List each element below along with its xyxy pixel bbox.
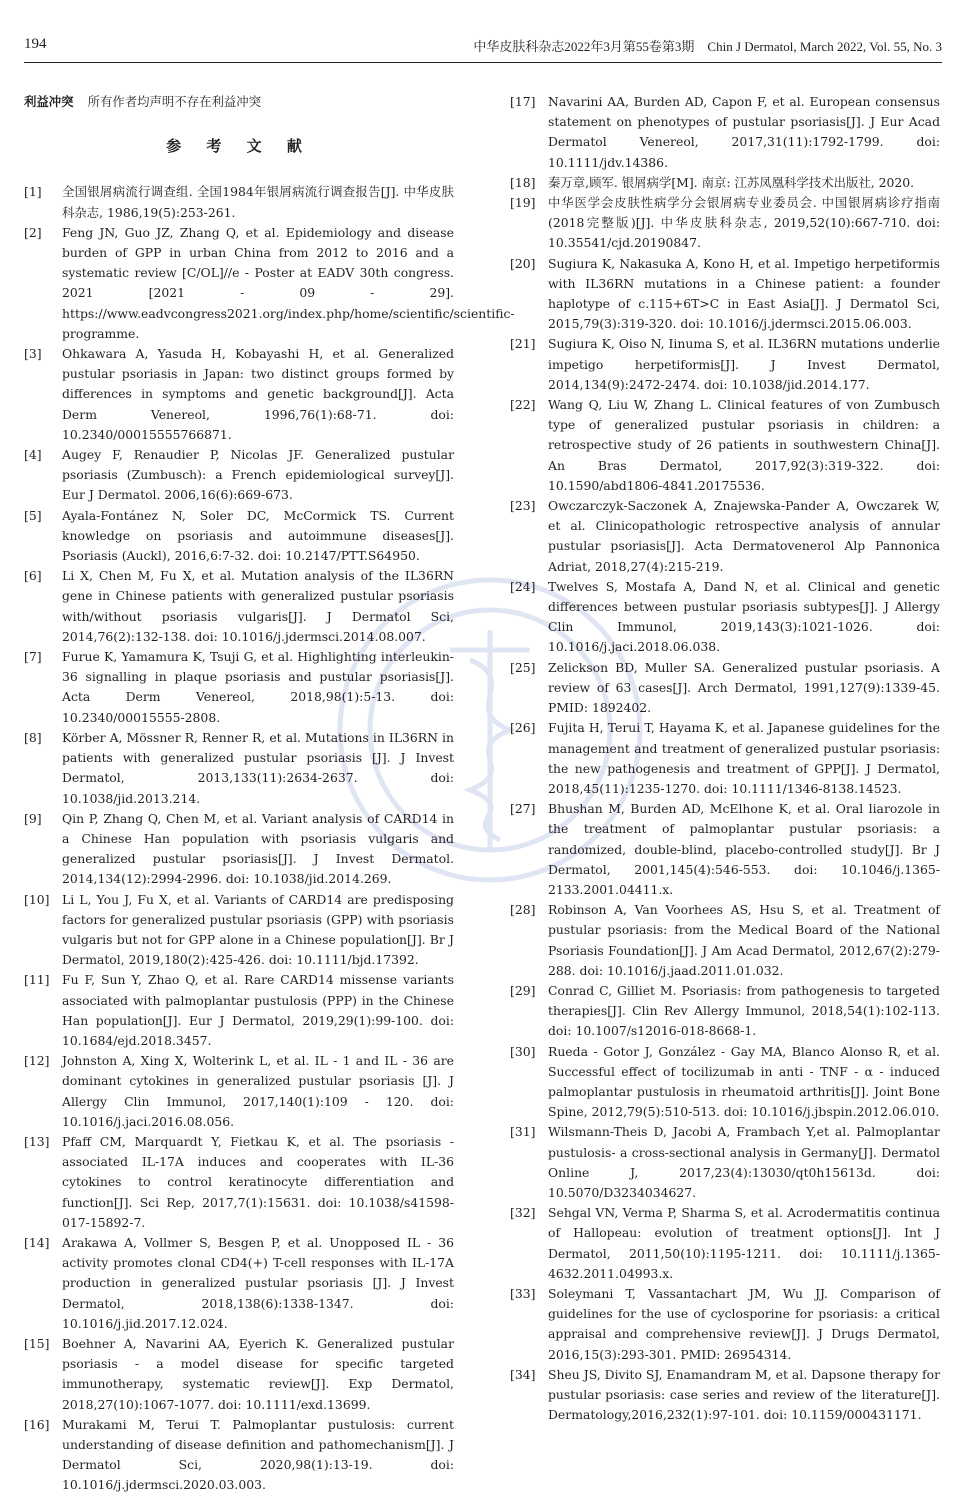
reference-text: Wilsmann-Theis D, Jacobi A, Frambach Y,et al. Palmoplantar pustulosis- a cross-sectional analysis in Germany[J]. Dermatol Online J, 2017,23(4):13030/qt0h15613d. doi: 10.5070/D3234034627. xyxy=(548,1124,940,1200)
reference-item xyxy=(510,718,940,799)
conflict-of-interest xyxy=(24,92,454,112)
reference-text: Qin P, Zhang Q, Chen M, et al. Variant analysis of CARD14 in a Chinese Han population with psoriasis vulgaris and generalized pustular psoriasis[J]. J Invest Dermatol. 2014,134(12):2994-2996. doi: 10.1038/jid.2014.269. xyxy=(62,810,454,887)
reference-number: [33] xyxy=(510,1285,536,1301)
reference-text: Conrad C, Gilliet M. Psoriasis: from pathogenesis to targeted therapies[J]. Clin Rev Allergy Immunol, 2018,54(1):102-113. doi: 10.1007/s12016-018-8668-1. xyxy=(548,982,940,1039)
reference-number: [18] xyxy=(510,174,536,190)
reference-text: Li X, Chen M, Fu X, et al. Mutation analysis of the IL36RN gene in Chinese patients with generalized pustular psoriasis with/without psoriasis vulgaris[J]. J Dermatol Sci, 2014,76(2):132-138. doi: 10.1016/j.jdermsci.2014.08.007. xyxy=(62,568,454,644)
reference-number: [34] xyxy=(510,1366,536,1382)
reference-list-right xyxy=(510,92,940,1425)
reference-number: [7] xyxy=(24,649,42,665)
reference-item xyxy=(510,577,940,658)
reference-number: [4] xyxy=(24,447,42,463)
reference-text: Feng JN, Guo JZ, Zhang Q, et al. Epidemiology and disease burden of GPP in urban China from 2012 to 2016 and a systematic review [C/OL]//e - Poster at EADV 30th congress. 2021 [2021 - 09 - 29]. https://www.eadvcongress2021.org/index.php/home/scientific/scientific-programme. xyxy=(62,224,515,341)
page-number: 194 xyxy=(24,36,47,52)
reference-text: Fu F, Sun Y, Zhao Q, et al. Rare CARD14 missense variants associated with palmoplantar pustulosis (PPP) in the Chinese Han population[J]. Eur J Dermatol, 2019,29(1):99-100. doi: 10.1684/ejd.2018.3457. xyxy=(62,972,454,1048)
reference-text: Ohkawara A, Yasuda H, Kobayashi H, et al. Generalized pustular psoriasis in Japan: two distinct groups formed by differences in symptoms and genetic background[J]. Acta Derm Venereol, 1996,76(1):68-71. doi: 10.2340/00015555766871. xyxy=(62,346,454,442)
reference-number: [30] xyxy=(510,1043,536,1059)
reference-item xyxy=(510,334,940,395)
reference-item xyxy=(24,182,454,222)
reference-number: [8] xyxy=(24,729,42,745)
reference-text: Johnston A, Xing X, Wolterink L, et al. IL - 1 and IL - 36 are dominant cytokines in generalized pustular psoriasis [J]. J Allergy Clin Immunol, 2017,140(1):109 - 120. doi: 10.1016/j.jaci.2016.08.056. xyxy=(62,1053,454,1129)
reference-number: [6] xyxy=(24,568,42,584)
reference-number: [9] xyxy=(24,810,42,826)
reference-item xyxy=(510,658,940,719)
reference-number: [17] xyxy=(510,94,536,109)
reference-number: [13] xyxy=(24,1133,50,1149)
reference-number: [16] xyxy=(24,1416,50,1432)
reference-number: [21] xyxy=(510,336,536,352)
reference-number: [26] xyxy=(510,720,536,736)
reference-number: [11] xyxy=(24,972,50,988)
reference-number: [1] xyxy=(24,184,42,200)
reference-item xyxy=(24,970,454,1051)
reference-item xyxy=(24,223,515,344)
reference-item xyxy=(510,1122,940,1203)
reference-item xyxy=(24,445,454,506)
reference-item xyxy=(510,900,940,981)
reference-item xyxy=(510,799,940,900)
reference-text: Sugiura K, Nakasuka A, Kono H, et al. Impetigo herpetiformis with IL36RN mutations in a Chinese patient: a founder haplotype of c.115+6T>C in East Asia[J]. J Dermatol Sci, 2015,79(3):319-320. doi: 10.1016/j.jdermsci.2015.06.003. xyxy=(548,255,940,332)
reference-text: Boehner A, Navarini AA, Eyerich K. Generalized pustular psoriasis - a model disease for specific targeted immunotherapy, systematic review[J]. Exp Dermatol, 2018,27(10):1067-1077. doi: 10.1111/exd.13699. xyxy=(62,1335,454,1412)
reference-text: Sheu JS, Divito SJ, Enamandram M, et al. Dapsone therapy for pustular psoriasis: case series and review of the literature[J]. Dermatology,2016,232(1):97-101. doi: 10.1159/000431171. xyxy=(548,1366,940,1423)
reference-text: Fujita H, Terui T, Hayama K, et al. Japanese guidelines for the management and treatment of generalized pustular psoriasis: the new pathogenesis and treatment of GPP[J]. J Dermatol, 2018,45(11):1235-1270. doi: 10.1111/1346-8138.14523. xyxy=(548,720,940,796)
reference-item xyxy=(510,1203,940,1284)
reference-text: Augey F, Renaudier P, Nicolas JF. Generalized pustular psoriasis (Zumbusch): a French epidemiological survey[J]. Eur J Dermatol. 2006,16(6):669-673. xyxy=(62,447,454,503)
running-head: 中华皮肤科杂志2022年3月第55卷第3期 Chin J Dermatol, March 2022, Vol. 55, No. 3 xyxy=(473,39,942,54)
reference-item xyxy=(24,728,454,809)
reference-text: Navarini AA, Burden AD, Capon F, et al. European consensus statement on phenotypes of pustular psoriasis[J]. J Eur Acad Dermatol Venereol, 2017,31(11):1792-1799. doi: 10.1111/jdv.14386. xyxy=(548,94,940,170)
reference-text: Rueda - Gotor J, González - Gay MA, Blanco Alonso R, et al. Successful effect of tocilizumab in anti - TNF - α - induced palmoplantar pustulosis in rheumatoid arthritis[J]. Joint Bone Spine, 2012,79(5):510-513. doi: 10.1016/j.jbspin.2012.06.010. xyxy=(548,1043,940,1120)
reference-text: Robinson A, Van Voorhees AS, Hsu S, et al. Treatment of pustular psoriasis: from the Medical Board of the National Psoriasis Foundation[J]. J Am Acad Dermatol, 2012,67(2):279-288. doi: 10.1016/j.jaad.2011.01.032. xyxy=(548,902,940,978)
reference-item xyxy=(24,1132,454,1233)
reference-text: Owczarczyk-Saczonek A, Znajewska-Pander A, Owczarek W, et al. Clinicopathologic retrospective analysis of annular pustular psoriasis[J]. Acta Dermatovenerol Alp Pannonica Adriat, 2018,27(4):215-219. xyxy=(548,498,940,574)
reference-number: [2] xyxy=(24,224,42,240)
reference-list-left xyxy=(24,182,515,1495)
reference-item xyxy=(24,344,454,445)
reference-item xyxy=(24,1233,454,1334)
reference-text: 全国银屑病流行调查组. 全国1984年银屑病流行调查报告[J]. 中华皮肤科杂志, 1986,19(5):253-261. xyxy=(62,184,454,220)
reference-item xyxy=(510,395,940,496)
reference-item xyxy=(24,506,454,567)
reference-number: [5] xyxy=(24,507,42,523)
reference-item xyxy=(510,1284,940,1365)
reference-item xyxy=(510,1042,940,1123)
reference-number: [29] xyxy=(510,982,536,998)
page-header xyxy=(24,36,942,58)
reference-text: 中华医学会皮肤性病学分会银屑病专业委员会. 中国银屑病诊疗指南(2018完整版)[J]. 中华皮肤科杂志, 2019,52(10):667-710. doi: 10.35541/cjd.20190847. xyxy=(548,195,940,251)
reference-number: [27] xyxy=(510,801,536,817)
reference-text: Zelickson BD, Muller SA. Generalized pustular psoriasis. A review of 63 cases[J]. Arch Dermatol, 1991,127(9):1339-45. PMID: 1892402. xyxy=(548,659,940,716)
reference-item xyxy=(510,92,940,173)
reference-text: Furue K, Yamamura K, Tsuji G, et al. Highlighting interleukin-36 signalling in plaque psoriasis and pustular psoriasis[J]. Acta Derm Venereol, 2018,98(1):5-13. doi: 10.2340/00015555-2808. xyxy=(62,649,454,725)
right-column xyxy=(510,92,940,1425)
reference-item xyxy=(24,566,454,647)
conflict-text: 所有作者均声明不存在利益冲突 xyxy=(87,94,262,109)
reference-item xyxy=(510,193,940,254)
reference-number: [15] xyxy=(24,1335,50,1351)
reference-item xyxy=(510,981,940,1042)
reference-text: Li L, You J, Fu X, et al. Variants of CARD14 are predisposing factors for generalized pustular psoriasis (GPP) with psoriasis vulgaris but not for GPP alone in a Chinese population[J]. Br J Dermatol, 2019,180(2):425-426. doi: 10.1111/bjd.17392. xyxy=(62,891,454,968)
reference-item xyxy=(24,809,454,890)
reference-number: [20] xyxy=(510,255,536,271)
reference-number: [24] xyxy=(510,578,536,594)
reference-number: [12] xyxy=(24,1053,50,1069)
reference-text: Körber A, Mössner R, Renner R, et al. Mutations in IL36RN in patients with generalized pustular psoriasis [J]. J Invest Dermatol, 2013,133(11):2634-2637. doi: 10.1038/jid.2013.214. xyxy=(62,729,454,806)
reference-number: [22] xyxy=(510,397,536,413)
reference-text: Wang Q, Liu W, Zhang L. Clinical features of von Zumbusch type of generalized pustular psoriasis in children: a retrospective study of 26 patients in southwestern China[J]. An Bras Dermatol, 2017,92(3):319-322. doi: 10.1590/abd1806-4841.20175536. xyxy=(548,397,940,493)
header-rule xyxy=(24,62,942,63)
reference-number: [31] xyxy=(510,1124,536,1140)
reference-item xyxy=(24,890,454,971)
reference-text: Sugiura K, Oiso N, Iinuma S, et al. IL36RN mutations underlie impetigo herpetiformis[J]. J Invest Dermatol, 2014,134(9):2472-2474. doi: 10.1038/jid.2014.177. xyxy=(548,336,941,392)
reference-item xyxy=(24,1051,454,1132)
left-column xyxy=(24,92,515,1496)
reference-number: [25] xyxy=(510,659,536,675)
reference-text: Bhushan M, Burden AD, McElhone K, et al. Oral liarozole in the treatment of palmoplantar pustular psoriasis: a randomized, double-blind, placebo-controlled study[J]. Br J Dermatol, 2001,145(4):546-553. doi: 10.1046/j.1365-2133.2001.04411.x. xyxy=(548,801,940,897)
reference-number: [3] xyxy=(24,346,42,362)
reference-text: Murakami M, Terui T. Palmoplantar pustulosis: current understanding of disease definition and pathomechanism[J]. J Dermatol Sci, 2020,98(1):13-19. doi: 10.1016/j.jdermsci.2020.03.003. xyxy=(62,1416,454,1493)
reference-text: 秦万章,顾军. 银屑病学[M]. 南京: 江苏凤凰科学技术出版社, 2020. xyxy=(548,174,915,190)
reference-item xyxy=(510,1365,940,1426)
reference-item xyxy=(510,496,940,577)
reference-text: Twelves S, Mostafa A, Dand N, et al. Clinical and genetic differences between pustular psoriasis subtypes[J]. J Allergy Clin Immunol, 2019,143(3):1021-1026. doi: 10.1016/j.jaci.2018.06.038. xyxy=(548,578,940,655)
reference-text: Sehgal VN, Verma P, Sharma S, et al. Acrodermatitis continua of Hallopeau: evolution of treatment options[J]. Int J Dermatol, 2011,50(10):1195-1211. doi: 10.1111/j.1365-4632.2011.04993.x. xyxy=(548,1205,940,1281)
reference-text: Arakawa A, Vollmer S, Besgen P, et al. Unopposed IL - 36 activity promotes clonal CD4(+) T-cell responses with IL-17A production in generalized pustular psoriasis [J]. J Invest Dermatol, 2018,138(6):1338-1347. doi: 10.1016/j.jid.2017.12.024. xyxy=(62,1234,454,1331)
reference-item xyxy=(24,647,454,728)
conflict-label: 利益冲突 xyxy=(24,94,74,109)
reference-item xyxy=(24,1415,454,1496)
reference-text: Soleymani T, Vassantachart JM, Wu JJ. Comparison of guidelines for the use of cyclosporine for psoriasis: a critical appraisal and comprehensive review[J]. J Drugs Dermatol, 2016,15(3):293-301. PMID: 26954314. xyxy=(548,1285,940,1362)
reference-number: [28] xyxy=(510,902,536,918)
reference-item xyxy=(24,1334,454,1415)
reference-item xyxy=(510,254,940,335)
reference-number: [32] xyxy=(510,1205,536,1221)
reference-number: [23] xyxy=(510,498,536,514)
references-heading: 参 考 文 献 xyxy=(166,137,312,156)
reference-text: Pfaff CM, Marquardt Y, Fietkau K, et al. The psoriasis - associated IL-17A induces and cooperates with IL-36 cytokines to control keratinocyte differentiation and function[J]. Sci Rep, 2017,7(1):15631. doi: 10.1038/s41598-017-15892-7. xyxy=(62,1133,454,1230)
reference-item xyxy=(510,173,940,193)
reference-number: [14] xyxy=(24,1234,50,1250)
reference-number: [10] xyxy=(24,891,50,907)
reference-number: [19] xyxy=(510,195,536,211)
reference-text: Ayala-Fontánez N, Soler DC, McCormick TS. Current knowledge on psoriasis and autoimmune diseases[J]. Psoriasis (Auckl), 2016,6:7-32. doi: 10.2147/PTT.S64950. xyxy=(62,507,454,564)
